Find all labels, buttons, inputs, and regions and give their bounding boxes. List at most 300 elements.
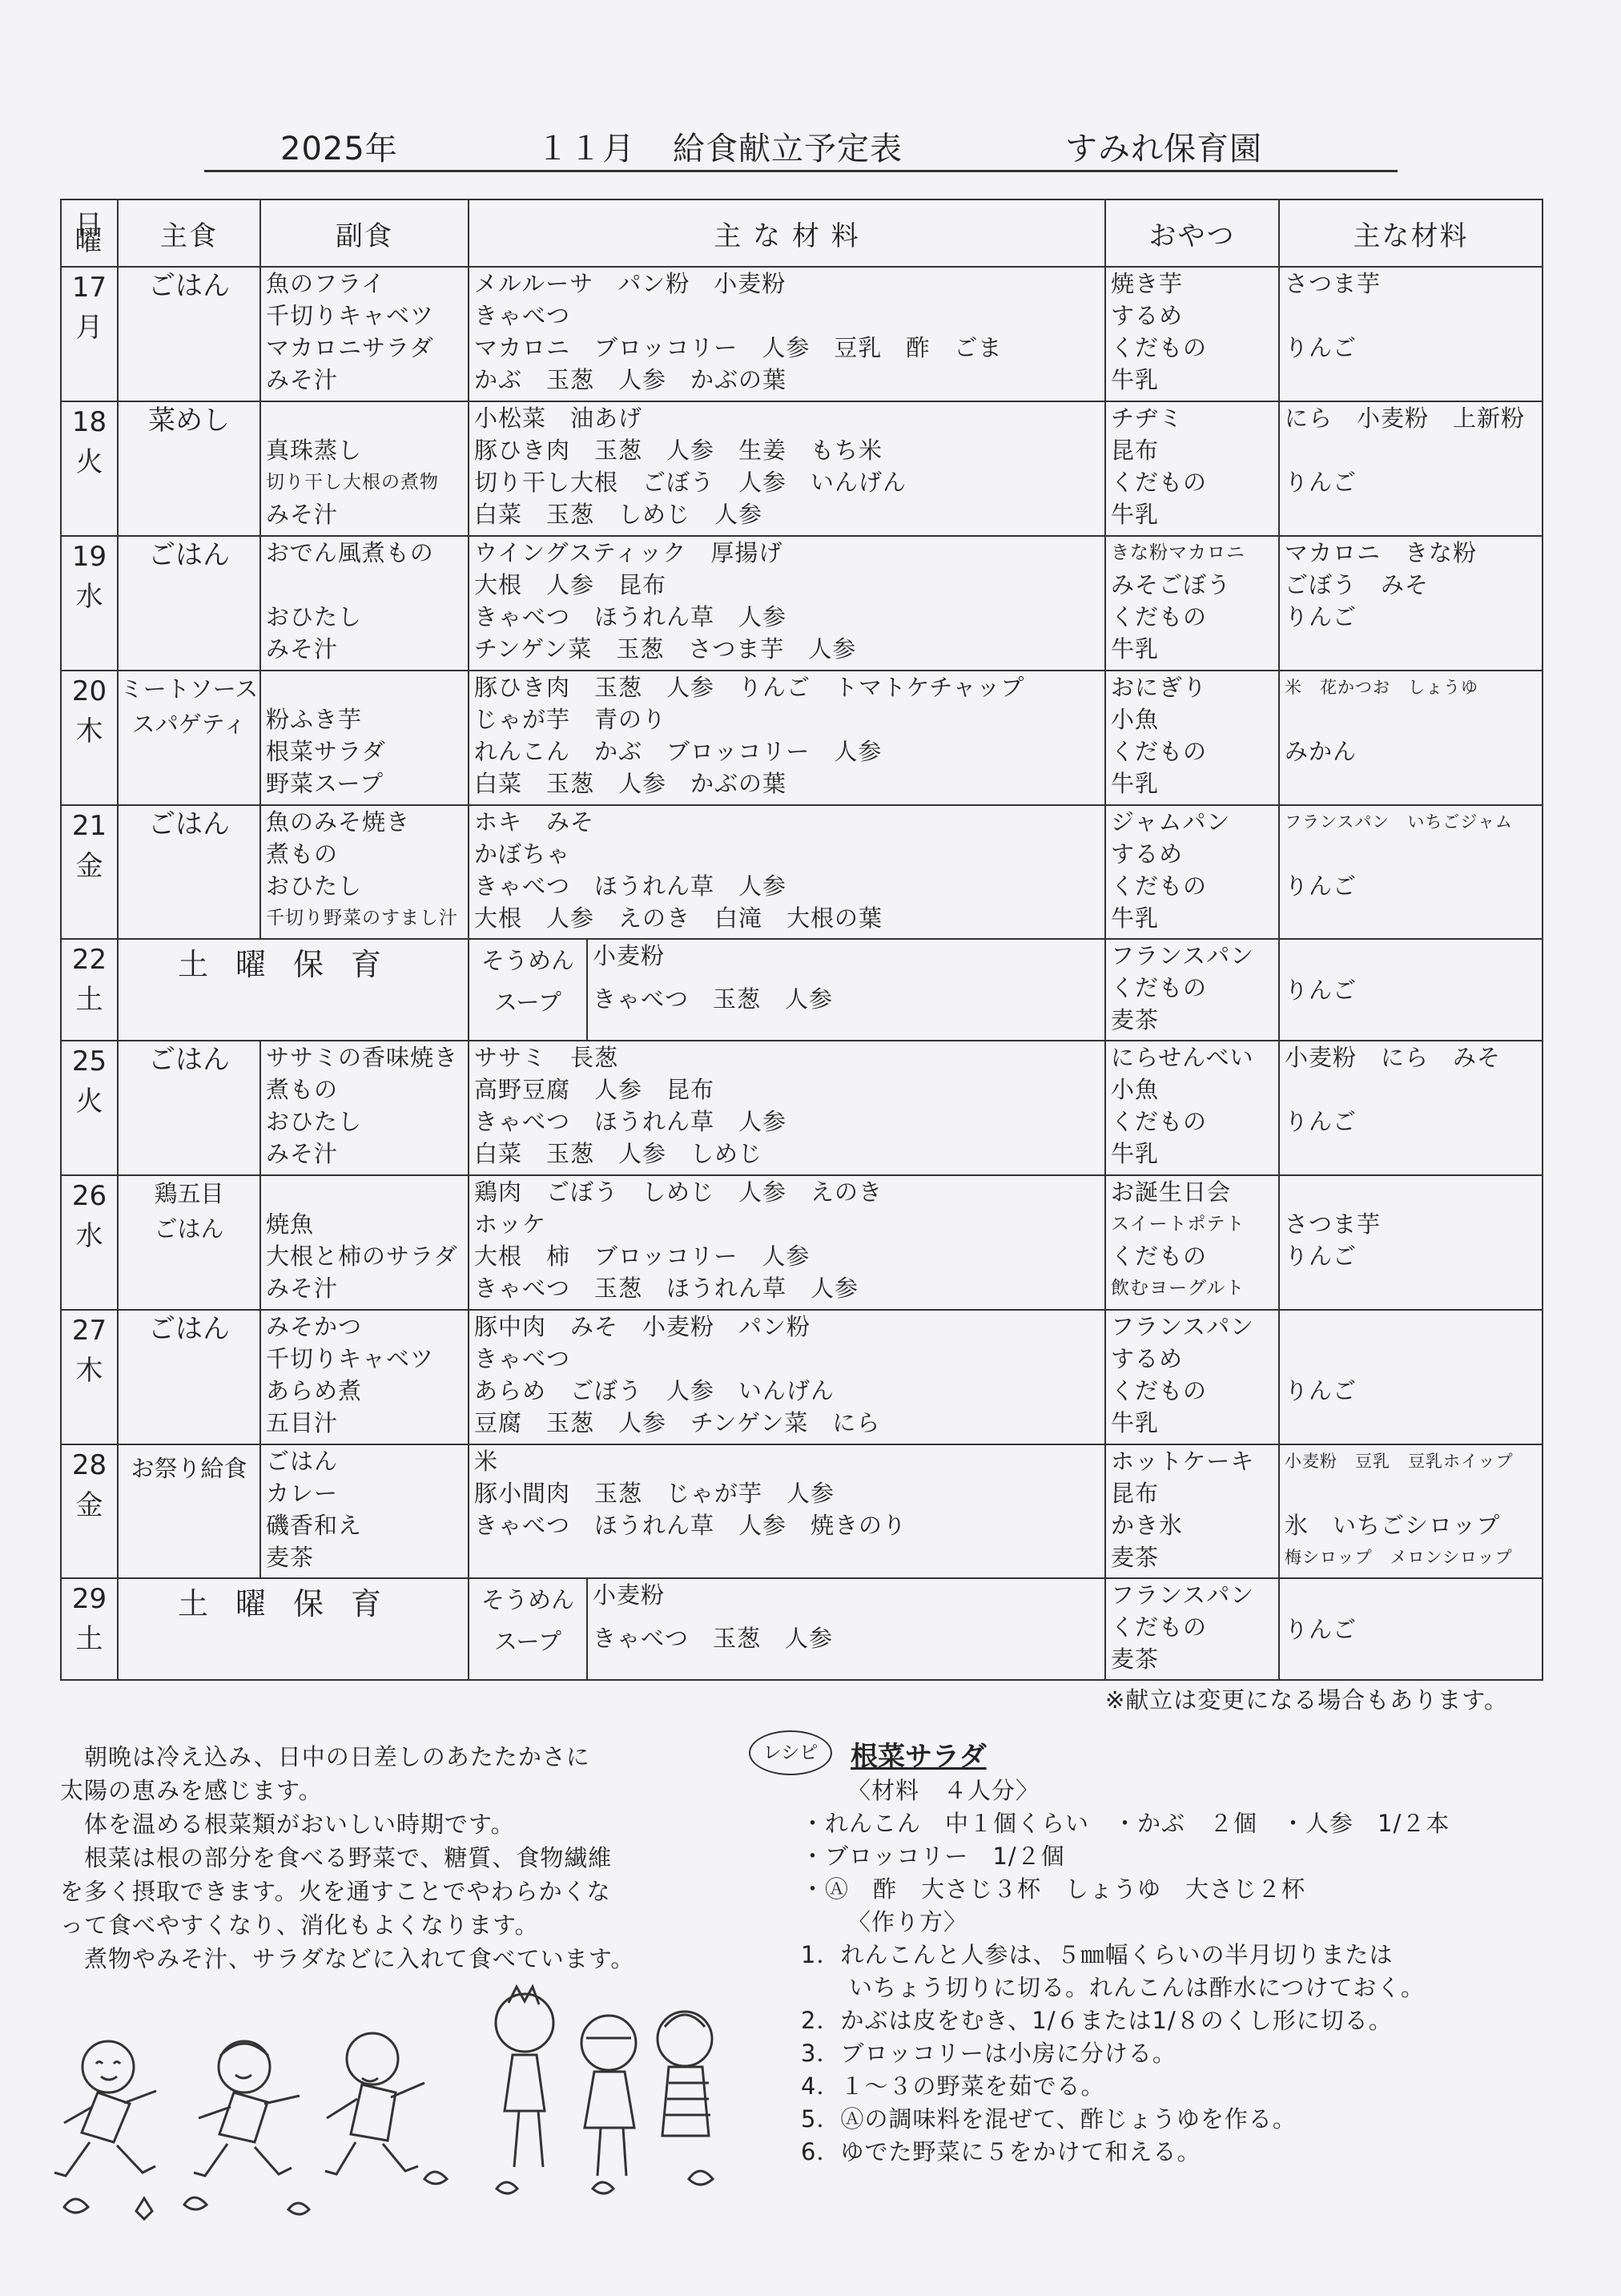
snack-ingredient-line: 氷 いちごシロップ bbox=[1285, 1511, 1501, 1539]
snack-line: 昆布 bbox=[1111, 1479, 1160, 1507]
side-dish-line bbox=[261, 1176, 468, 1208]
ingredients-cell bbox=[587, 1578, 1105, 1680]
snack-ingredients-cell bbox=[1279, 1578, 1543, 1680]
snack-ingredient-line: りんご bbox=[1285, 1615, 1358, 1643]
snack-line: スイートポテト bbox=[1111, 1213, 1245, 1235]
snack-line: 昆布 bbox=[1111, 436, 1160, 464]
snack-line: するめ bbox=[1111, 302, 1184, 329]
side-dish-line: 千切りキャベツ bbox=[266, 302, 435, 329]
staple-cell: ごはん bbox=[118, 1041, 260, 1175]
side-dish-line: みそ汁 bbox=[266, 1139, 339, 1167]
header-row bbox=[61, 199, 1543, 267]
day-cell bbox=[61, 1310, 118, 1444]
side-dish-line: おひたし bbox=[266, 602, 363, 630]
snack-ingredients-cell bbox=[1279, 1041, 1543, 1175]
snack-line: かき氷 bbox=[1111, 1511, 1184, 1539]
day-cell bbox=[61, 1041, 118, 1175]
snack-ingredient-line: りんご bbox=[1285, 468, 1358, 496]
snack-line: にらせんべい bbox=[1111, 1043, 1254, 1071]
snack-ingredient-line bbox=[1280, 1073, 1542, 1106]
ingredient-line bbox=[469, 1541, 1104, 1573]
snack-line: くだもの bbox=[1111, 872, 1208, 900]
snack-ingredients-cell bbox=[1279, 671, 1543, 805]
ingredient-line: きゃべつ 玉葱 人参 bbox=[593, 985, 834, 1013]
header-month: １１月 bbox=[537, 131, 635, 167]
child-running-icon bbox=[194, 2041, 300, 2176]
snack-ingredient-line bbox=[1280, 902, 1542, 934]
snack-ingredient-line: 小麦粉 豆乳 豆乳ホイップ bbox=[1285, 1451, 1514, 1471]
snack-cell bbox=[1105, 1310, 1279, 1444]
child-running-icon bbox=[325, 2033, 424, 2174]
th-staple: 主食 bbox=[118, 199, 260, 267]
ingredient-line: 大根 人参 えのき 白滝 大根の葉 bbox=[474, 904, 883, 932]
recipe-step: いちょう切りに切る。れんこんは酢水につけておく。 bbox=[801, 1974, 1425, 2001]
recipe-step: 2．かぶは皮をむき、1/６または1/８のくし形に切る。 bbox=[801, 2007, 1393, 2034]
day-cell bbox=[61, 536, 118, 671]
staple-cell: 菜めし bbox=[118, 401, 260, 536]
snack-line: 牛乳 bbox=[1111, 1139, 1160, 1167]
weekday: 火 bbox=[75, 445, 103, 478]
day-number: 17 bbox=[71, 272, 107, 304]
ingredients-cell bbox=[469, 671, 1105, 805]
snack-ingredient-line bbox=[1280, 767, 1542, 800]
menu-row bbox=[61, 1175, 1543, 1310]
snack-line: 牛乳 bbox=[1111, 769, 1160, 797]
snack-line: きな粉マカロニ bbox=[1111, 542, 1245, 563]
day-number: 29 bbox=[71, 1583, 107, 1616]
ingredient-line: 鶏肉 ごぼう しめじ 人参 えのき bbox=[474, 1178, 883, 1206]
th-side: 副食 bbox=[260, 199, 469, 267]
snack-ingredient-line: さつま芋 bbox=[1285, 1210, 1382, 1238]
side-dish-line: 粉ふき芋 bbox=[266, 705, 363, 733]
snack-line: チヂミ bbox=[1111, 404, 1184, 432]
snack-line: おにぎり bbox=[1111, 673, 1208, 701]
day-number: 26 bbox=[71, 1179, 107, 1212]
menu-row bbox=[61, 1310, 1543, 1444]
side-dish-cell bbox=[260, 1444, 469, 1579]
side-dish-line: 五目汁 bbox=[266, 1408, 339, 1436]
soup-cell bbox=[469, 1578, 587, 1680]
intro-line: を多く摂取できます。火を通すことでやわらかくな bbox=[60, 1878, 611, 1905]
weekday: 土 bbox=[75, 1623, 103, 1656]
side-dish-line: 千切りキャベツ bbox=[266, 1344, 435, 1372]
intro-line: って食べやすくなり、消化もよくなります。 bbox=[60, 1911, 539, 1939]
weekday: 火 bbox=[75, 1085, 103, 1118]
snack-ingredient-line: 米 花かつお しょうゆ bbox=[1285, 677, 1478, 697]
snack-ingredient-line: りんご bbox=[1285, 334, 1358, 361]
day-number: 28 bbox=[71, 1448, 107, 1481]
snack-ingredient-line bbox=[1280, 1343, 1542, 1375]
side-dish-line: おひたし bbox=[266, 1107, 363, 1135]
side-dish-cell bbox=[260, 805, 469, 940]
snack-line: くだもの bbox=[1111, 974, 1208, 1002]
recipe-step: 6．ゆでた野菜に５をかけて和える。 bbox=[801, 2138, 1201, 2165]
th-day: 日 曜 bbox=[61, 199, 118, 267]
menu-row bbox=[61, 1444, 1543, 1579]
menu-table bbox=[60, 199, 1543, 1681]
side-dish-line: みそ汁 bbox=[266, 366, 339, 393]
soup-cell bbox=[469, 939, 587, 1040]
child-running-icon bbox=[54, 2041, 156, 2176]
soup-line: そうめん bbox=[481, 947, 574, 975]
side-dish-line bbox=[261, 569, 468, 601]
side-dish-cell bbox=[260, 1310, 469, 1444]
day-cell bbox=[61, 939, 118, 1040]
day-number: 27 bbox=[71, 1314, 107, 1347]
snack-ingredient-line: 梅シロップ メロンシロップ bbox=[1285, 1547, 1513, 1567]
ingredient-line: ホキ みそ bbox=[474, 808, 595, 836]
ingredient-line: ササミ 長葱 bbox=[474, 1043, 619, 1071]
recipe-material: ・れんこん 中１個くらい ・かぶ ２個 ・人参 1/２本 bbox=[801, 1810, 1450, 1837]
recipe bbox=[801, 1774, 1570, 2169]
snack-ingredient-line: みかん bbox=[1285, 737, 1358, 765]
snack-line: くだもの bbox=[1111, 1107, 1208, 1135]
recipe-servings: 〈材料 ４人分〉 bbox=[847, 1777, 1040, 1804]
snack-line: くだもの bbox=[1111, 737, 1208, 765]
menu-row bbox=[61, 401, 1543, 536]
side-dish-line: 煮もの bbox=[266, 1075, 339, 1103]
snack-line: 焼き芋 bbox=[1111, 270, 1184, 297]
ingredients-cell bbox=[469, 1444, 1105, 1579]
snack-ingredient-line bbox=[1280, 1477, 1542, 1509]
day-cell bbox=[61, 267, 118, 401]
side-dish-line bbox=[261, 402, 468, 434]
snack-ingredient-line: りんご bbox=[1285, 602, 1358, 630]
intro-line: 煮物やみそ汁、サラダなどに入れて食べています。 bbox=[60, 1945, 635, 1972]
ingredient-line: 白菜 玉葱 人参 かぶの葉 bbox=[474, 769, 787, 797]
snack-cell bbox=[1105, 671, 1279, 805]
menu-row bbox=[61, 671, 1543, 805]
snack-ingredient-line bbox=[1280, 1176, 1542, 1208]
snack-line: 小魚 bbox=[1111, 705, 1160, 733]
side-dish-line: カレー bbox=[266, 1479, 339, 1507]
ingredient-line: 切り干し大根 ごぼう 人参 いんげん bbox=[474, 468, 907, 496]
side-dish-line: 磯香和え bbox=[266, 1511, 363, 1539]
day-cell bbox=[61, 1444, 118, 1579]
ingredient-line: 高野豆腐 人参 昆布 bbox=[474, 1075, 715, 1103]
snack-ingredient-line bbox=[1280, 1407, 1542, 1439]
ingredient-line: きゃべつ ほうれん草 人参 bbox=[474, 1107, 787, 1135]
ingredients-cell bbox=[469, 536, 1105, 671]
ingredient-line: ウイングスティック 厚揚げ bbox=[474, 538, 783, 566]
intro-line: 体を温める根菜類がおいしい時期です。 bbox=[60, 1811, 515, 1838]
children-illustration bbox=[48, 1979, 769, 2227]
snack-line: ジャムパン bbox=[1111, 808, 1231, 836]
snack-cell bbox=[1105, 401, 1279, 536]
day-cell bbox=[61, 671, 118, 805]
snack-ingredient-line: りんご bbox=[1285, 872, 1358, 900]
recipe-badge: レシピ bbox=[749, 1730, 832, 1775]
ingredient-line: きゃべつ ほうれん草 人参 焼きのり bbox=[474, 1511, 907, 1539]
side-dish-line: あらめ煮 bbox=[266, 1376, 363, 1404]
weekday: 水 bbox=[75, 580, 103, 613]
recipe-step: 3．ブロッコリーは小房に分ける。 bbox=[801, 2040, 1177, 2067]
menu-row bbox=[61, 1578, 1543, 1680]
snack-ingredient-line: フランスパン いちごジャム bbox=[1285, 812, 1513, 832]
snack-line: ホットケーキ bbox=[1111, 1447, 1255, 1475]
soup-line: そうめん bbox=[481, 1586, 574, 1614]
side-dish-line: 麦茶 bbox=[266, 1543, 315, 1571]
side-dish-line: マカロニサラダ bbox=[266, 334, 434, 361]
weekday: 木 bbox=[75, 1354, 103, 1387]
staple-cell: ミートソース スパゲティ bbox=[118, 671, 260, 805]
ingredients-cell bbox=[469, 1310, 1105, 1444]
snack-line: 牛乳 bbox=[1111, 904, 1160, 932]
th-snack: おやつ bbox=[1105, 199, 1279, 267]
day-number: 18 bbox=[71, 405, 107, 438]
snack-ingredients-cell bbox=[1279, 1444, 1543, 1579]
snack-ingredient-line: りんご bbox=[1285, 1107, 1358, 1135]
snack-ingredient-line: 小麦粉 にら みそ bbox=[1285, 1043, 1502, 1071]
ingredient-line: きゃべつ ほうれん草 人参 bbox=[474, 602, 787, 630]
ingredient-line: 小麦粉 bbox=[593, 1581, 666, 1609]
day-cell bbox=[61, 1175, 118, 1310]
spacer bbox=[588, 972, 1104, 983]
side-dish-line: みそかつ bbox=[266, 1312, 363, 1340]
snack-line: 飲むヨーグルト bbox=[1111, 1277, 1245, 1299]
ingredient-line: きゃべつ bbox=[474, 1344, 571, 1372]
recipe-step: 5．Ⓐの調味料を混ぜて、酢じょうゆを作る。 bbox=[801, 2105, 1297, 2133]
ingredient-line: 豆腐 玉葱 人参 チンゲン菜 にら bbox=[474, 1408, 881, 1436]
ingredient-line: 豚小間肉 玉葱 じゃが芋 人参 bbox=[474, 1479, 835, 1507]
snack-cell bbox=[1105, 1175, 1279, 1310]
snack-ingredient-line bbox=[1280, 1311, 1542, 1343]
snack-ingredient-line: マカロニ きな粉 bbox=[1285, 538, 1478, 566]
snack-line: 牛乳 bbox=[1111, 500, 1160, 528]
weekday: 月 bbox=[75, 312, 103, 344]
side-dish-line: みそ汁 bbox=[266, 500, 339, 528]
recipe-step: 4．１～３の野菜を茹でる。 bbox=[801, 2072, 1105, 2100]
recipe-steps-title: 〈作り方〉 bbox=[847, 1908, 968, 1935]
snack-ingredients-cell bbox=[1279, 536, 1543, 671]
ingredient-line: きゃべつ 玉葱 ほうれん草 人参 bbox=[474, 1274, 859, 1302]
snack-line: くだもの bbox=[1111, 602, 1208, 630]
snack-cell bbox=[1105, 1041, 1279, 1175]
ingredient-line: 豚中肉 みそ 小麦粉 パン粉 bbox=[474, 1312, 811, 1340]
snack-cell bbox=[1105, 805, 1279, 940]
day-cell bbox=[61, 1578, 118, 1680]
children-group-icon bbox=[496, 1987, 712, 2176]
ingredient-line: メルルーサ パン粉 小麦粉 bbox=[474, 270, 786, 297]
ingredient-line: 白菜 玉葱 しめじ 人参 bbox=[474, 500, 763, 528]
ingredients-cell bbox=[587, 939, 1105, 1040]
snack-line: くだもの bbox=[1111, 1376, 1208, 1404]
side-dish-cell bbox=[260, 1175, 469, 1310]
snack-line: 麦茶 bbox=[1111, 1006, 1160, 1034]
snack-line: 牛乳 bbox=[1111, 634, 1160, 663]
snack-line: するめ bbox=[1111, 1344, 1184, 1372]
snack-line: みそごぼう bbox=[1111, 570, 1232, 598]
ingredient-line: チンゲン菜 玉葱 さつま芋 人参 bbox=[474, 634, 857, 663]
day-number: 19 bbox=[71, 540, 107, 573]
side-dish-line: 焼魚 bbox=[266, 1210, 315, 1238]
leaf-icon bbox=[64, 2171, 713, 2219]
header-school: すみれ保育園 bbox=[1065, 131, 1262, 167]
side-dish-cell bbox=[260, 401, 469, 536]
side-dish-cell bbox=[260, 267, 469, 401]
ingredients-cell bbox=[469, 401, 1105, 536]
snack-line: するめ bbox=[1111, 840, 1184, 868]
saturday-care-label: 土曜保育 bbox=[118, 1578, 469, 1680]
snack-cell bbox=[1105, 939, 1279, 1040]
ingredients-cell bbox=[469, 1175, 1105, 1310]
snack-ingredients-cell bbox=[1279, 805, 1543, 940]
ingredient-line: きゃべつ bbox=[474, 302, 571, 329]
weekday: 水 bbox=[75, 1219, 103, 1252]
snack-cell bbox=[1105, 536, 1279, 671]
snack-ingredient-line bbox=[1280, 300, 1542, 332]
soup-line: スープ bbox=[493, 1628, 562, 1656]
snack-ingredients-cell bbox=[1279, 267, 1543, 401]
menu-row bbox=[61, 805, 1543, 940]
snack-ingredient-line bbox=[1280, 703, 1542, 735]
ingredient-line: あらめ ごぼう 人参 いんげん bbox=[474, 1376, 835, 1404]
weekday: 金 bbox=[75, 1488, 103, 1521]
side-dish-cell bbox=[260, 1041, 469, 1175]
snack-line: くだもの bbox=[1111, 468, 1208, 496]
th-ingredients: 主 な 材 料 bbox=[469, 199, 1105, 267]
ingredient-line: 豚ひき肉 玉葱 人参 生姜 もち米 bbox=[474, 436, 883, 464]
ingredient-line: マカロニ ブロッコリー 人参 豆乳 酢 ごま bbox=[474, 334, 1003, 361]
menu-row bbox=[61, 939, 1543, 1040]
ingredient-line: 大根 柿 ブロッコリー 人参 bbox=[474, 1242, 810, 1270]
snack-ingredient-line: にら 小麦粉 上新粉 bbox=[1285, 404, 1526, 432]
header-title: 給食献立予定表 bbox=[673, 131, 903, 167]
snack-line: フランスパン bbox=[1111, 1312, 1255, 1340]
snack-line: くだもの bbox=[1111, 1613, 1208, 1641]
spacer bbox=[588, 1611, 1104, 1622]
side-dish-line bbox=[261, 671, 468, 703]
side-dish-line: 野菜スープ bbox=[266, 769, 384, 797]
ingredient-line: 米 bbox=[474, 1447, 499, 1475]
side-dish-line: 切り干し大根の煮物 bbox=[266, 471, 439, 493]
snack-ingredient-line bbox=[1280, 364, 1542, 396]
ingredient-line: きゃべつ ほうれん草 人参 bbox=[474, 872, 787, 900]
intro-line: 朝晩は冷え込み、日中の日差しのあたたかさに bbox=[60, 1743, 590, 1770]
ingredient-line: ホッケ bbox=[474, 1210, 547, 1238]
ingredients-cell bbox=[469, 1041, 1105, 1175]
side-dish-cell bbox=[260, 671, 469, 805]
snack-ingredient-line: ごぼう みそ bbox=[1285, 570, 1430, 598]
snack-ingredients-cell bbox=[1279, 939, 1543, 1040]
side-dish-line: 魚のみそ焼き bbox=[266, 808, 411, 836]
day-number: 21 bbox=[71, 809, 107, 842]
intro-text bbox=[60, 1740, 685, 1976]
soup-line: スープ bbox=[493, 989, 562, 1017]
side-dish-line: 根菜サラダ bbox=[266, 737, 386, 765]
snack-ingredient-line: りんご bbox=[1285, 976, 1358, 1004]
snack-line: 牛乳 bbox=[1111, 1408, 1160, 1436]
side-dish-line: みそ汁 bbox=[266, 1274, 339, 1302]
intro-line: 太陽の恵みを感じます。 bbox=[60, 1777, 323, 1804]
staple-cell: 鶏五目 ごはん bbox=[118, 1175, 260, 1310]
ingredient-line: れんこん かぶ ブロッコリー 人参 bbox=[474, 737, 883, 765]
day-cell bbox=[61, 401, 118, 536]
th-snack-ingredients: 主な材料 bbox=[1279, 199, 1543, 267]
staple-cell: お祭り給食 bbox=[118, 1444, 260, 1579]
snack-ingredient-line bbox=[1280, 498, 1542, 530]
recipe-material: ・Ⓐ 酢 大さじ３杯 しょうゆ 大さじ２杯 bbox=[801, 1875, 1306, 1903]
day-number: 22 bbox=[71, 944, 107, 977]
ingredients-cell bbox=[469, 267, 1105, 401]
snack-cell bbox=[1105, 1444, 1279, 1579]
day-cell bbox=[61, 805, 118, 940]
intro-line: 根菜は根の部分を食べる野菜で、糖質、食物繊維 bbox=[60, 1844, 613, 1871]
side-dish-line: おでん風煮もの bbox=[266, 538, 434, 566]
day-number: 25 bbox=[71, 1045, 107, 1078]
side-dish-cell bbox=[260, 536, 469, 671]
staple-cell: ごはん bbox=[118, 267, 260, 401]
page-header bbox=[204, 120, 1398, 172]
ingredient-line: 小麦粉 bbox=[593, 942, 666, 970]
weekday: 土 bbox=[75, 984, 103, 1017]
snack-ingredient-line bbox=[1280, 1138, 1542, 1170]
menu-row bbox=[61, 267, 1543, 401]
snack-ingredient-line bbox=[1280, 434, 1542, 466]
snack-line: お誕生日会 bbox=[1111, 1178, 1232, 1206]
side-dish-line: 大根と柿のサラダ bbox=[266, 1242, 458, 1270]
snack-ingredient-line bbox=[1280, 633, 1542, 665]
ingredient-line: 豚ひき肉 玉葱 人参 りんご トマトケチャップ bbox=[474, 673, 1025, 701]
snack-cell bbox=[1105, 1578, 1279, 1680]
staple-cell: ごはん bbox=[118, 536, 260, 671]
snack-line: フランスパン bbox=[1111, 1581, 1255, 1609]
ingredient-line: 大根 人参 昆布 bbox=[474, 570, 667, 598]
snack-cell bbox=[1105, 267, 1279, 401]
snack-ingredient-line: りんご bbox=[1285, 1242, 1358, 1270]
snack-ingredients-cell bbox=[1279, 1175, 1543, 1310]
side-dish-line: 真珠蒸し bbox=[266, 436, 363, 464]
ingredient-line: かぶ 玉葱 人参 かぶの葉 bbox=[474, 366, 787, 393]
snack-line: 牛乳 bbox=[1111, 366, 1160, 393]
snack-line: 小魚 bbox=[1111, 1075, 1160, 1103]
ingredient-line: かぼちゃ bbox=[474, 840, 571, 868]
snack-line: 麦茶 bbox=[1111, 1543, 1160, 1571]
ingredient-line: 白菜 玉葱 人参 しめじ bbox=[474, 1139, 763, 1167]
recipe-title: 根菜サラダ bbox=[851, 1741, 987, 1773]
snack-ingredient-line: さつま芋 bbox=[1285, 270, 1382, 297]
snack-line: くだもの bbox=[1111, 1242, 1208, 1270]
staple-cell: ごはん bbox=[118, 805, 260, 940]
side-dish-line: おひたし bbox=[266, 872, 363, 900]
staple-cell: ごはん bbox=[118, 1310, 260, 1444]
change-note: ※献立は変更になる場合もあります。 bbox=[1105, 1686, 1508, 1714]
ingredients-cell bbox=[469, 805, 1105, 940]
side-dish-line: 魚のフライ bbox=[266, 270, 386, 297]
snack-line: 麦茶 bbox=[1111, 1645, 1160, 1674]
side-dish-line: 煮もの bbox=[266, 840, 339, 868]
ingredient-line: きゃべつ 玉葱 人参 bbox=[593, 1625, 834, 1653]
side-dish-line: みそ汁 bbox=[266, 634, 339, 663]
snack-line: くだもの bbox=[1111, 334, 1208, 361]
menu-row bbox=[61, 1041, 1543, 1175]
saturday-care-label: 土曜保育 bbox=[118, 939, 469, 1040]
snack-ingredient-line: りんご bbox=[1285, 1376, 1358, 1404]
ingredient-line: 小松菜 油あげ bbox=[474, 404, 643, 432]
snack-ingredient-line bbox=[1280, 838, 1542, 870]
header-year: 2025年 bbox=[280, 131, 398, 167]
side-dish-line: ササミの香味焼き bbox=[266, 1043, 459, 1071]
day-number: 20 bbox=[71, 675, 107, 707]
side-dish-line: 千切り野菜のすまし汁 bbox=[266, 907, 458, 928]
snack-line: フランスパン bbox=[1111, 942, 1255, 970]
weekday: 金 bbox=[75, 849, 103, 882]
snack-ingredients-cell bbox=[1279, 1310, 1543, 1444]
recipe-material: ・ブロッコリー 1/２個 bbox=[801, 1843, 1065, 1870]
snack-ingredient-line bbox=[1280, 1272, 1542, 1304]
weekday: 木 bbox=[75, 715, 103, 747]
snack-ingredients-cell bbox=[1279, 401, 1543, 536]
